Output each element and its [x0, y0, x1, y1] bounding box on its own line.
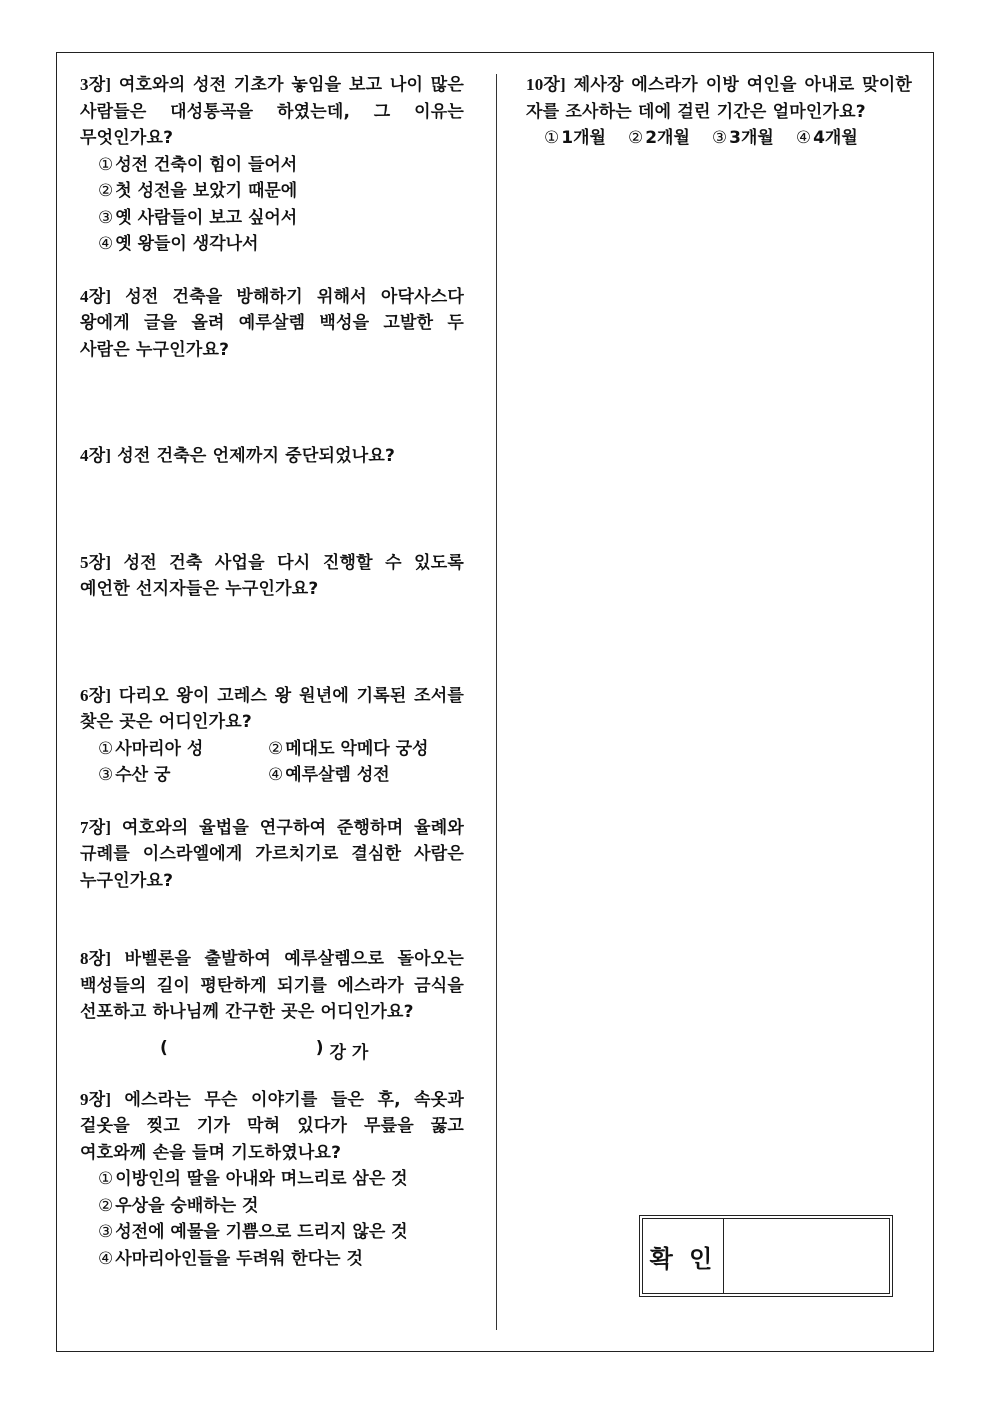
option-2[interactable]: ② 2개월: [627, 128, 690, 148]
question-3: [80, 72, 464, 258]
option-2[interactable]: ② 메대도 악메다 궁성: [268, 738, 429, 759]
right-column: [526, 72, 912, 152]
option-3[interactable]: ③ 옛 사람들이 보고 싶어서: [98, 207, 298, 228]
answer-space[interactable]: [80, 603, 464, 683]
fill-in-blank: ( ) 강 가: [160, 1037, 369, 1063]
option-4[interactable]: ④ 4개월: [795, 128, 858, 148]
question-number: 7장]: [80, 817, 112, 837]
option-1[interactable]: ① 사마리아 성: [98, 738, 204, 759]
column-divider: [496, 74, 497, 1330]
option-4[interactable]: ④ 예루살렘 성전: [268, 765, 390, 785]
question-number: 8장]: [80, 949, 112, 968]
blank-input[interactable]: [168, 1038, 316, 1063]
question-text: 성전 건축 사업을 다시 진행할 수 있도록 예언한 선지자들은 누구인가요?: [80, 552, 464, 599]
question-7: [80, 815, 464, 947]
option-3[interactable]: ③ 수산 궁: [98, 765, 171, 785]
question-text: 성전 건축을 방해하기 위해서 아닥사스다 왕에게 글을 올려 예루살렘 백성을 고발한 두 사람은 누구인가요?: [80, 286, 464, 360]
option-2[interactable]: ② 우상을 숭배하는 것: [98, 1195, 259, 1216]
option-1[interactable]: ① 성전 건축이 힘이 들어서: [98, 154, 298, 175]
option-list: [80, 152, 464, 258]
option-4[interactable]: ④ 옛 왕들이 생각나서: [98, 234, 259, 254]
answer-space[interactable]: [80, 894, 464, 946]
question-number: 6장]: [80, 685, 112, 705]
question-4a: [80, 284, 464, 444]
option-4[interactable]: ④ 사마리아인들을 두려워 한다는 것: [98, 1248, 363, 1269]
question-text: 에스라는 무슨 이야기를 들은 후, 속옷과 겉옷을 찢고 기가 막혀 있다가 무릎을 꿇고 여호와께 손을 들며 기도하였나요?: [80, 1089, 464, 1163]
question-text: 여호와의 율법을 연구하여 준행하며 율례와 규례를 이스라엘에게 가르치기로 결심한 사람은 누구인가요?: [80, 817, 464, 891]
confirm-box: [639, 1215, 893, 1297]
option-list: [80, 1166, 464, 1272]
option-grid: [80, 736, 464, 789]
question-text: 성전 건축은 언제까지 중단되었나요?: [111, 446, 396, 466]
question-5: [80, 550, 464, 683]
answer-space[interactable]: [80, 363, 464, 443]
question-8: [80, 946, 464, 1063]
question-4b: [80, 443, 464, 550]
question-number: 4장]: [80, 286, 112, 306]
option-1[interactable]: ① 이방인의 딸을 아내와 며느리로 삼은 것: [98, 1169, 408, 1189]
question-text: 다리오 왕이 고레스 왕 원년에 기록된 조서를 찾은 곳은 어디인가요?: [80, 685, 464, 732]
question-number: 9장]: [80, 1089, 112, 1109]
question-number: 3장]: [80, 75, 112, 94]
question-text: 제사장 에스라가 이방 여인을 아내로 맞이한 자를 조사하는 데에 걸린 기간은 얼마인가요?: [526, 75, 912, 122]
option-1[interactable]: ① 1개월: [544, 128, 606, 148]
option-row: [526, 125, 912, 152]
option-2[interactable]: ② 첫 성전을 보았기 때문에: [98, 181, 298, 201]
option-3[interactable]: ③ 성전에 예물을 기쁨으로 드리지 않은 것: [98, 1222, 408, 1242]
confirm-signature-area[interactable]: [724, 1219, 889, 1293]
confirm-label: 확 인: [643, 1219, 724, 1293]
answer-space[interactable]: [80, 470, 464, 550]
question-6: [80, 683, 464, 789]
question-number: 5장]: [80, 552, 112, 572]
question-number: 10장]: [526, 75, 566, 94]
option-3[interactable]: ③ 3개월: [711, 128, 774, 148]
question-9: [80, 1087, 464, 1273]
question-10: [526, 72, 912, 152]
left-column: [80, 72, 464, 1272]
question-number: 4장]: [80, 446, 112, 465]
question-text: 여호와의 성전 기초가 놓임을 보고 나이 많은 사람들은 대성통곡을 하였는데, 그 이유는 무엇인가요?: [80, 75, 464, 148]
question-text: 바벨론을 출발하여 예루살렘으로 돌아오는 백성들의 길이 평탄하게 되기를 에스라가 금식을 선포하고 하나님께 간구한 곳은 어디인가요?: [80, 949, 464, 1022]
